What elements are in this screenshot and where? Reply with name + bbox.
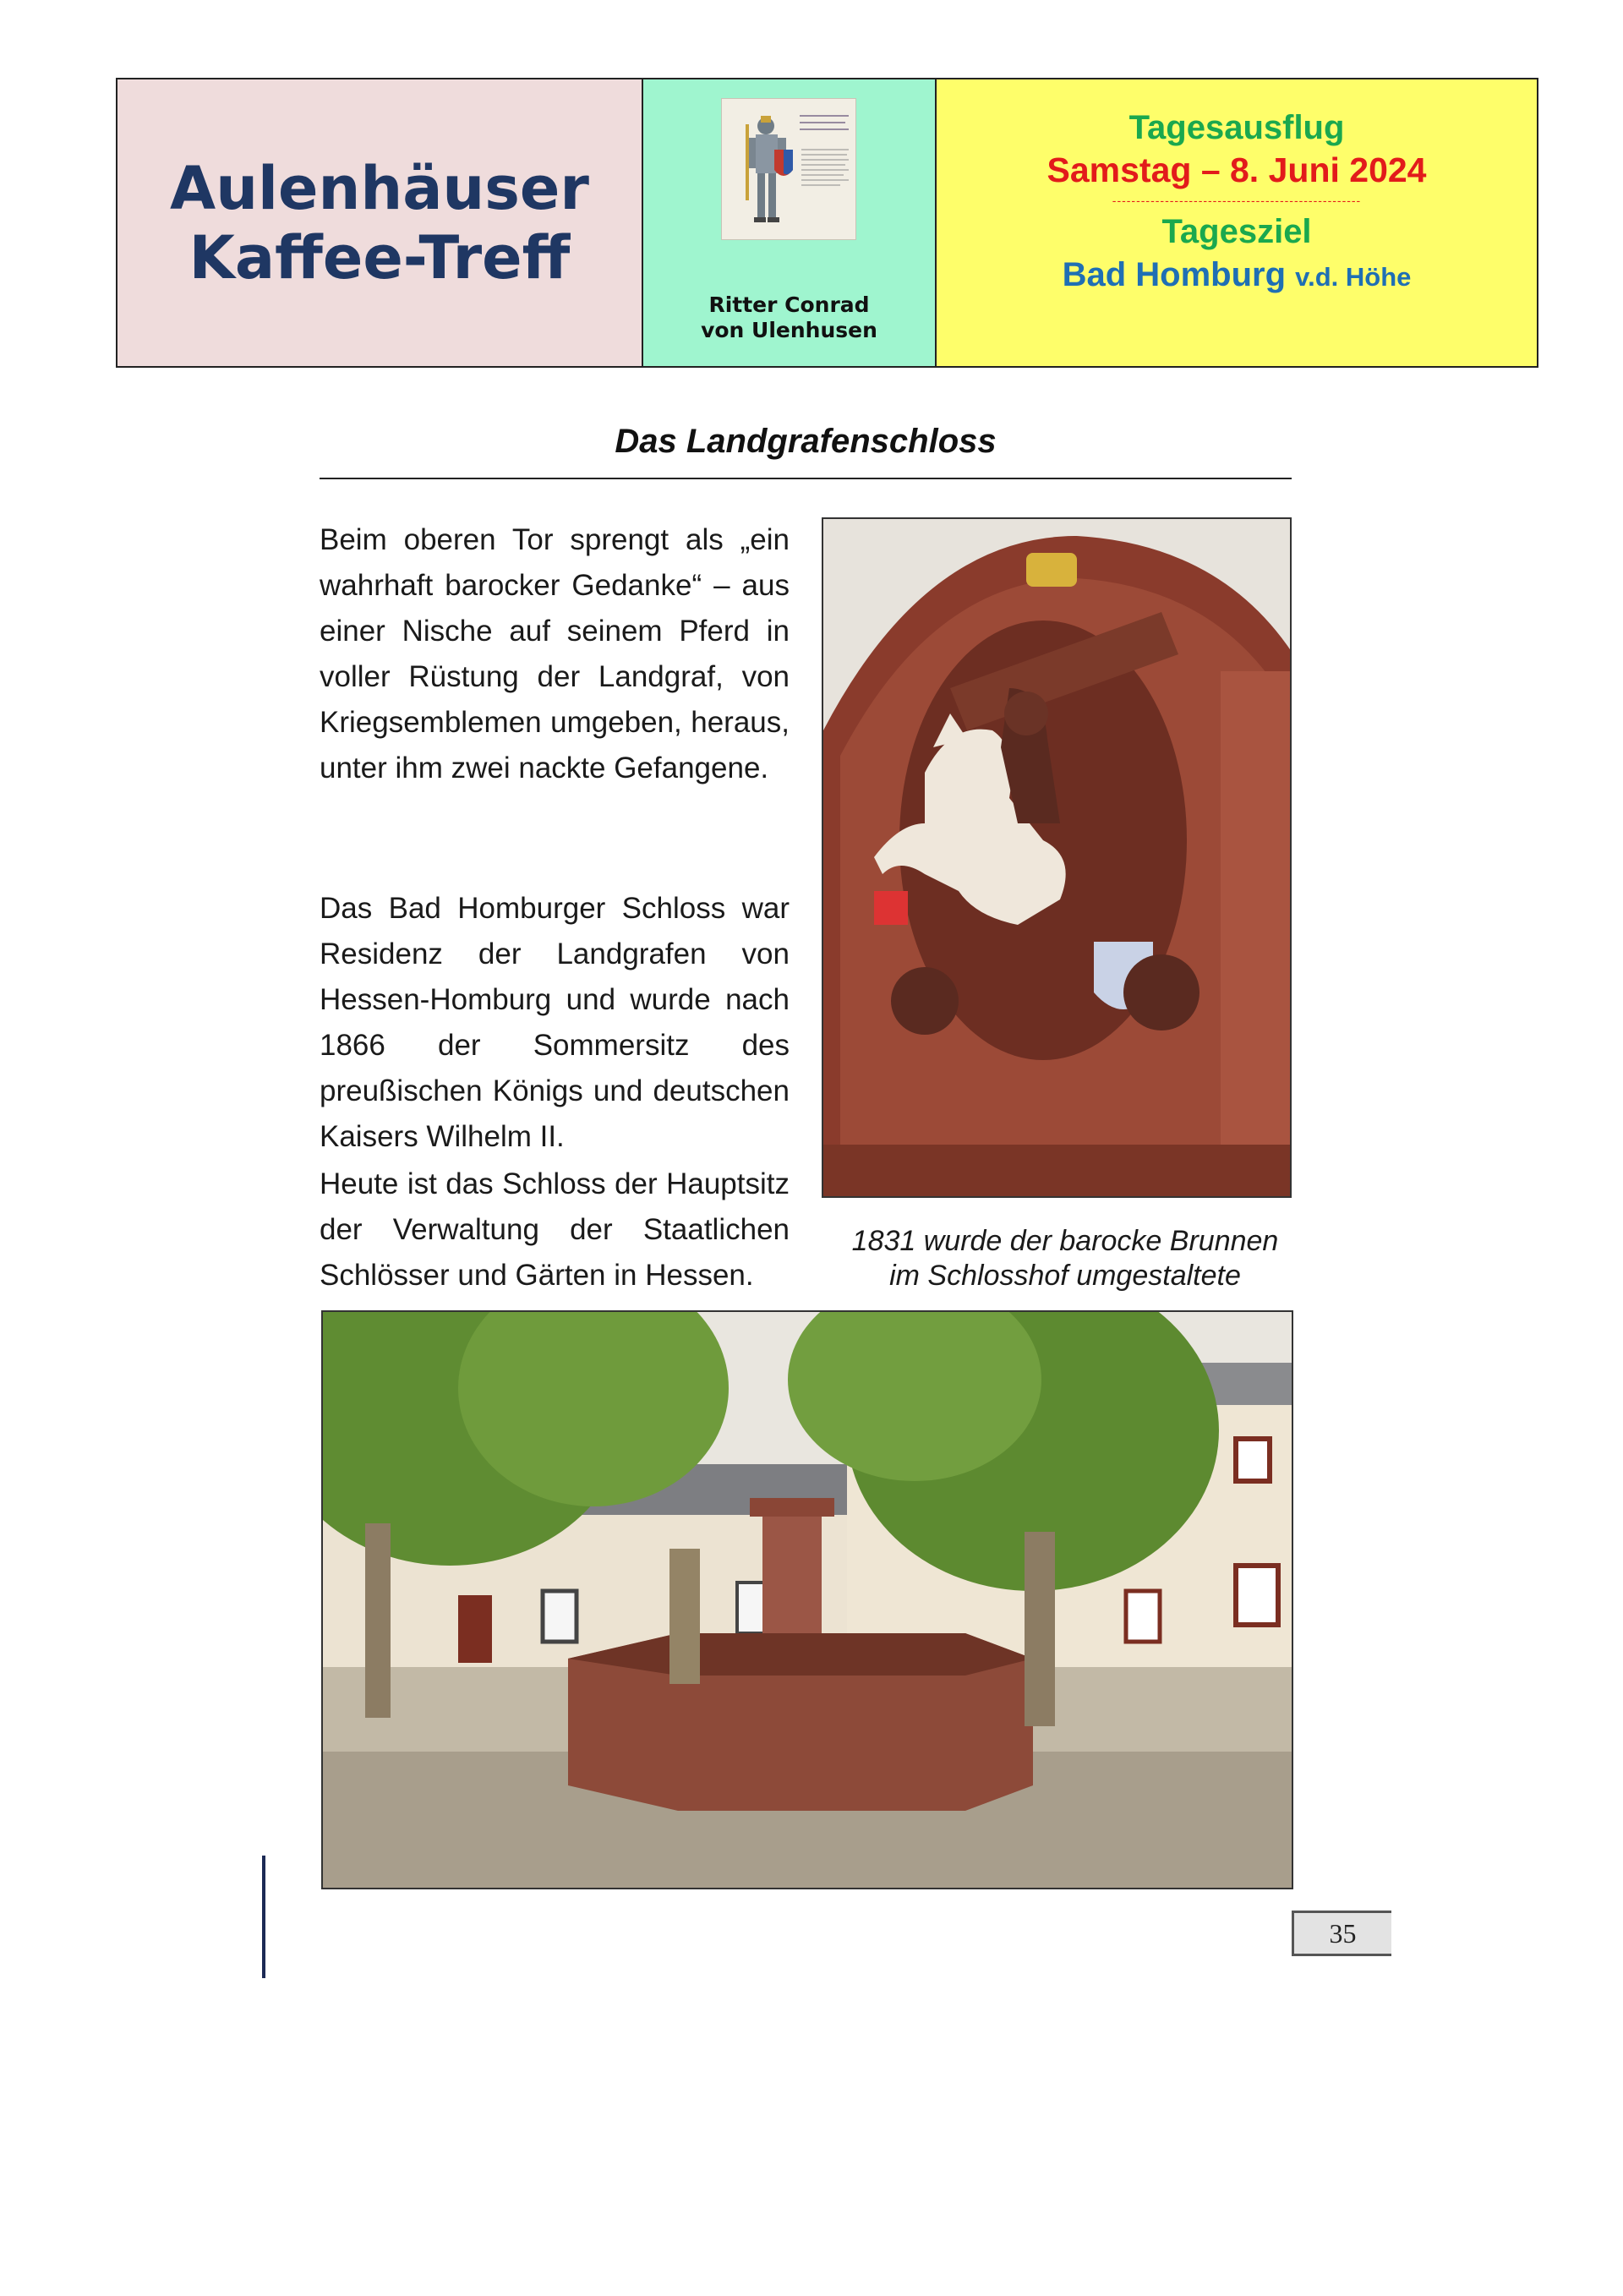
- photo-caption: [812, 1224, 1319, 1293]
- crest-panel: [643, 79, 937, 366]
- club-name-panel: [117, 79, 643, 366]
- crest-caption-line1: Ritter Conrad: [708, 292, 870, 317]
- trip-type: Tagesausflug: [1128, 109, 1345, 146]
- paragraph-residenz: Das Bad Homburger Schloss war Residenz der Landgrafen von Hessen-Homburg und wurde nach 1866 der Sommersitz des preußischen Königs und deutschen Kaisers Wilhelm II.: [320, 892, 790, 1153]
- caption-line1: 1831 wurde der barocke Brunnen: [851, 1225, 1279, 1257]
- page-number: 35: [1292, 1911, 1391, 1956]
- knight-crest-image: [721, 98, 856, 240]
- caption-line2: im Schlosshof umgestaltete: [889, 1260, 1241, 1292]
- destination-label: Tagesziel: [1161, 213, 1312, 250]
- fountain-courtyard-photo: [321, 1310, 1293, 1889]
- paragraph-reiterstandbild: Beim oberen Tor sprengt als „ein wahrhaft barocker Gedanke“ – aus einer Nische auf seinem Pferd in voller Rüstung der Landgraf, von Kriegsemblemen umgeben, heraus, unter ihm zwei nackte Gefangene.: [320, 523, 790, 784]
- header-separator: ----------------------------------------------------: [1112, 194, 1362, 207]
- gate-relief-photo: [822, 517, 1292, 1198]
- destination-suffix: v.d. Höhe: [1295, 262, 1412, 292]
- title-underline: [320, 478, 1292, 479]
- article-title: Das Landgrafenschloss: [615, 423, 997, 460]
- trip-date: Samstag – 8. Juni 2024: [1046, 150, 1427, 189]
- header-banner: [116, 78, 1538, 368]
- club-name-line2: Kaffee-Treff: [189, 222, 571, 292]
- crest-caption-line2: von Ulenhusen: [701, 318, 877, 342]
- destination: [937, 254, 1537, 298]
- crest-caption: [643, 292, 935, 343]
- paragraph-verwaltung: Heute ist das Schloss der Hauptsitz der Verwaltung der Staatlichen Schlösser und Gärten in Hessen.: [320, 1167, 790, 1292]
- club-name-line1: Aulenhäuser: [170, 153, 589, 223]
- scan-edge-mark: [262, 1856, 265, 1978]
- destination-city: Bad Homburg: [1062, 256, 1287, 293]
- trip-info-panel: [937, 79, 1537, 366]
